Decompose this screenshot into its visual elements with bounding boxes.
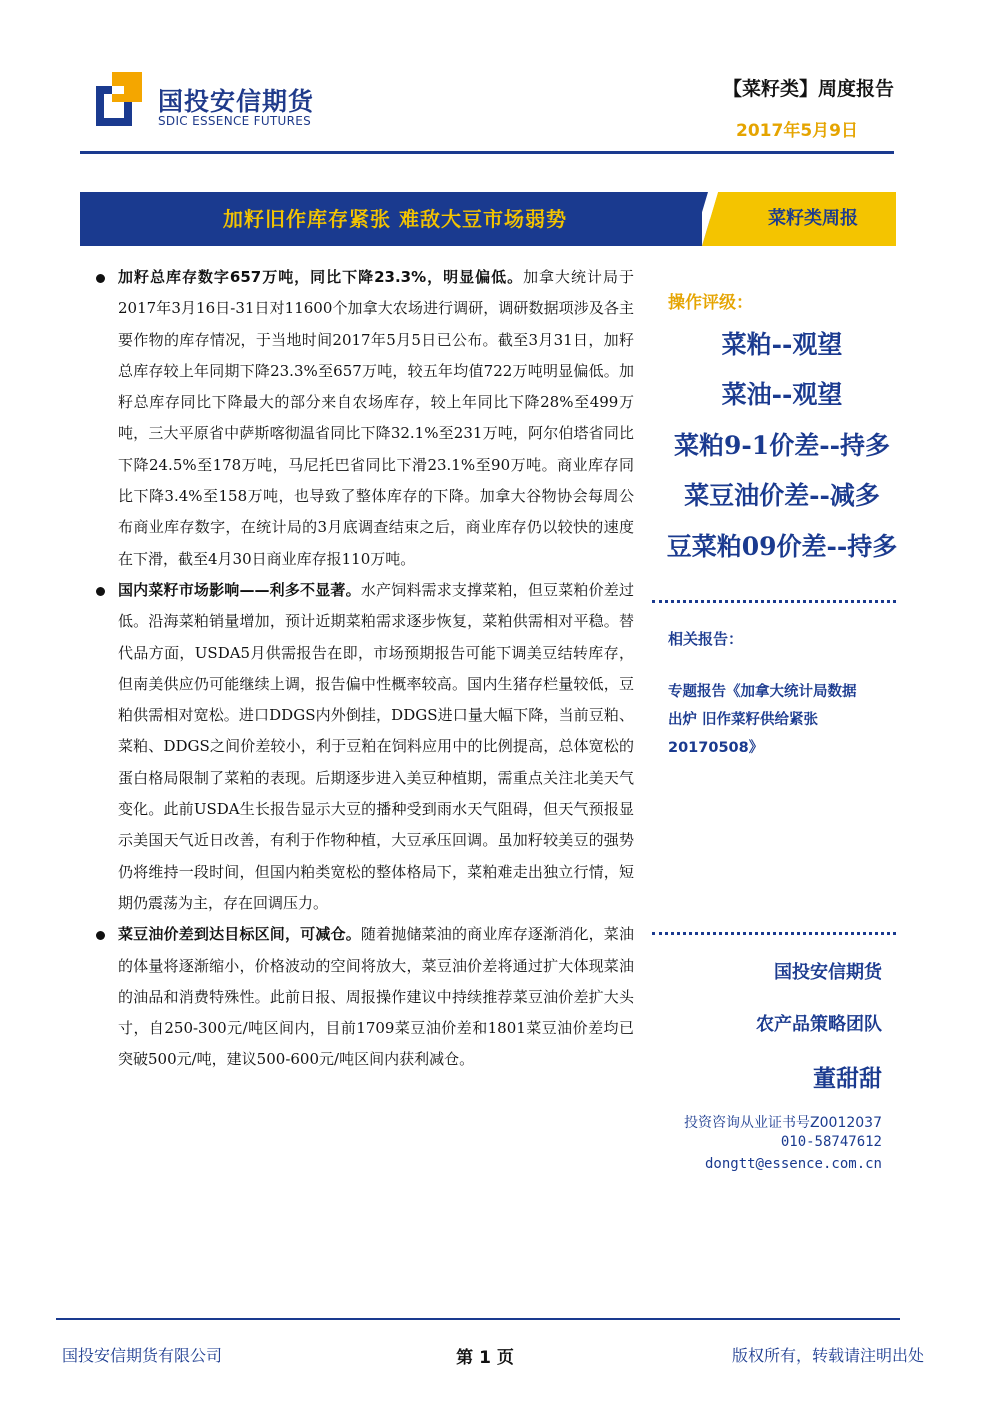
rating-item: 豆菜粕09价差--持多 (666, 531, 898, 561)
paragraph-body: 随着抛储菜油的商业库存逐渐消化，菜油的体量将逐渐缩小，价格波动的空间将放大，菜豆油价差将通过扩大体现菜油的油品和消费特殊性。此前日报、周报操作建议中持续推荐菜豆油价差扩大头寸，自250-300元/吨区间内，目前1709菜豆油价差和1801菜豆油价差均已突破500元/吨，建议500-600元/吨区间内获利减仓。 (118, 925, 634, 1069)
logo-text-en: SDIC ESSENCE FUTURES (158, 114, 312, 128)
rating-list (654, 320, 910, 572)
dotted-divider (652, 600, 896, 603)
paragraph (96, 575, 634, 919)
paragraph (96, 919, 634, 1075)
rating-item: 菜粕--观望 (721, 330, 843, 359)
analyst-email[interactable]: dongtt@essence.com.cn (704, 1156, 882, 1172)
main-content (96, 262, 634, 1076)
dotted-divider (652, 932, 896, 935)
logo-text-cn: 国投安信期货 (158, 87, 315, 116)
rating-item: 菜粕9-1价差--持多 (674, 430, 890, 460)
company-logo (96, 72, 142, 128)
paragraph-lead: 加籽总库存数字657万吨，同比下降23.3%，明显偏低。 (118, 268, 524, 286)
paragraph-lead: 国内菜籽市场影响——利多不显著。 (118, 580, 361, 599)
analyst-team: 农产品策略团队 (756, 1014, 882, 1035)
report-title: 加籽旧作库存紧张 难敌大豆市场弱势 (223, 207, 567, 231)
footer-copyright: 版权所有，转载请注明出处 (731, 1346, 924, 1365)
analyst-phone: 010-58747612 (780, 1134, 882, 1150)
analyst-company: 国投安信期货 (774, 962, 882, 983)
paragraph-body: 水产饲料需求支撑菜粕，但豆菜粕价差过低。沿海菜粕销量增加，预计近期菜粕需求逐步恢复，菜粕供需相对平稳。替代品方面，USDA5月供需报告在即，市场预期报告可能下调美豆结转库存，但南美供应仍可能继续上调，报告偏中性概率较高。国内生猪存栏量较低，豆粕供需相对宽松。进口DDGS内外倒挂，DDGS进口量大幅下降，当前豆粕、菜粕、DDGS之间价差较小，利于豆粕在饲料应用中的比例提高，总体宽松的蛋白格局限制了菜粕的表现。后期逐步进入美豆种植期，需重点关注北美天气变化。此前USDA生长报告显示大豆的播种受到雨水天气阻碍，但天气预报显示美国天气近日改善，有利于作物种植，大豆承压回调。虽加籽较美豆的强势仍将维持一段时间，但国内粕类宽松的整体格局下，菜粕难走出独立行情，短期仍震荡为主，存在回调压力。 (118, 580, 634, 912)
analyst-name: 董甜甜 (813, 1066, 882, 1092)
banner-tag: 菜籽类周报 (768, 208, 858, 229)
paragraph (96, 262, 634, 575)
license-number: 投资咨询从业证书号Z0012037 (684, 1115, 882, 1131)
header-divider (80, 151, 894, 154)
page-number: 第 1 页 (456, 1348, 514, 1368)
related-report-link[interactable]: 专题报告《加拿大统计局数据出炉 旧作菜籽供给紧张20170508》 (668, 684, 857, 756)
paragraph-lead: 菜豆油价差到达目标区间，可减仓。 (118, 925, 361, 944)
paragraph-body: 加拿大统计局于2017年3月16日-31日对11600个加拿大农场进行调研，调研数据项涉及各主要作物的库存情况，于当地时间2017年5月5日已公布。截至3月31日，加籽总库存较上年同期下降23.3%至657万吨，较五年均值722万吨明显偏低。加籽总库存同比下降最大的部分来自农场库存，较上年同比下降28%至499万吨，三大平原省中萨斯喀彻温省同比下降32.1%至231万吨，阿尔伯塔省同比下降24.5%至178万吨，马尼托巴省同比下滑23.1%至90万吨。商业库存同比下降3.4%至158万吨，也导致了整体库存的下降。加拿大谷物协会每周公布商业库存数字，在统计局的3月底调查结束之后，商业库存仍以较快的速度在下滑，截至4月30日商业库存报110万吨。 (118, 268, 634, 568)
footer-divider (56, 1318, 900, 1320)
rating-item: 菜豆油价差--减多 (684, 481, 880, 511)
related-label: 相关报告： (668, 630, 744, 648)
bullet-icon (96, 587, 105, 596)
report-type: 【菜籽类】周度报告 (722, 78, 894, 100)
rating-item: 菜油--观望 (721, 380, 843, 410)
report-date: 2017年5月9日 (736, 121, 858, 141)
rating-label: 操作评级： (668, 293, 753, 313)
footer-company: 国投安信期货有限公司 (62, 1346, 223, 1365)
bullet-icon (96, 931, 105, 940)
bullet-icon (96, 274, 105, 283)
